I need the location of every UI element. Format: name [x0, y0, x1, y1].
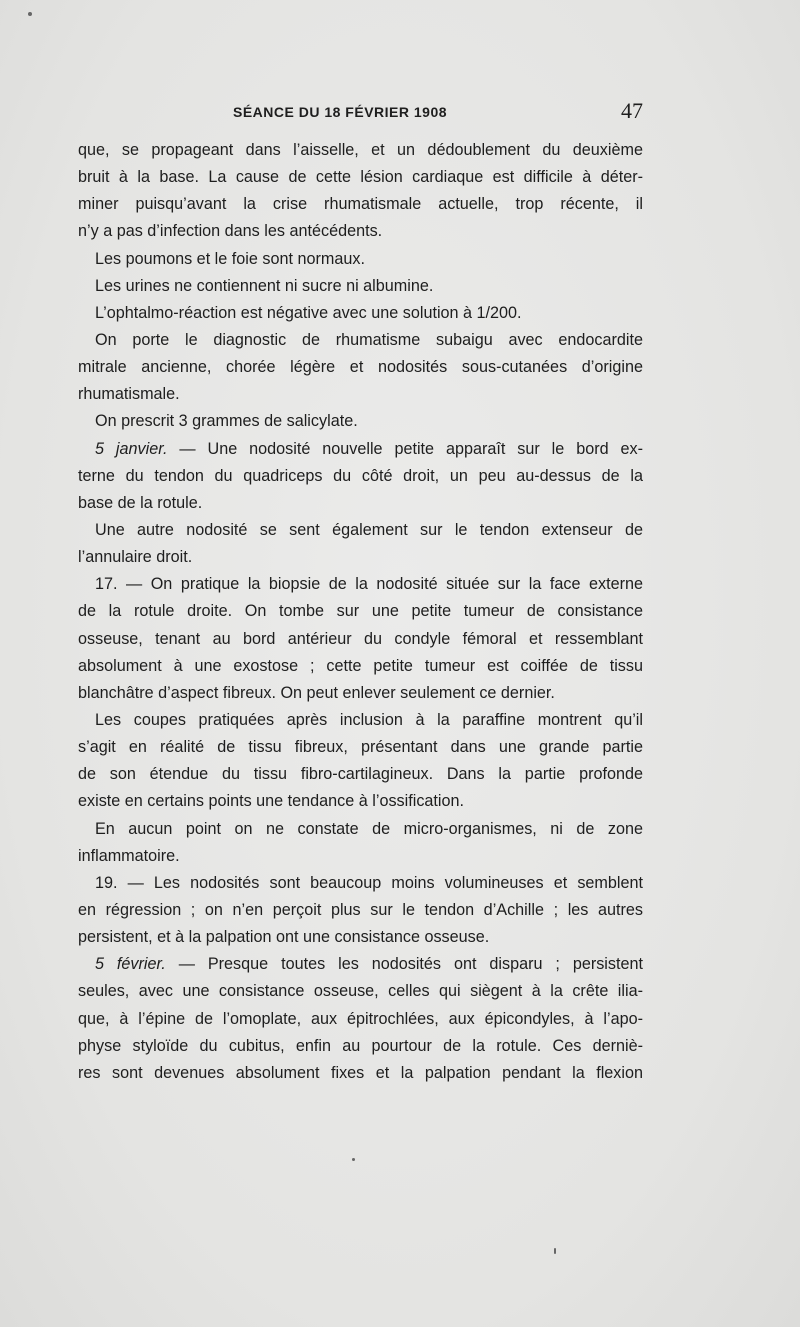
entry-text: — Une nodosité nouvelle petite apparaît sur le bord ex- [179, 439, 643, 458]
date-fevrier: 5 février. [95, 955, 166, 974]
text-line: de la rotule droite. On tombe sur une petite tumeur de consistance [78, 602, 643, 621]
text-line: que, à l’épine de l’omoplate, aux épitrochlées, aux épicondyles, à l’apo- [78, 1009, 643, 1028]
text-line: s’agit en réalité de tissu fibreux, présentant dans une grande partie [78, 738, 643, 757]
text-line: physe styloïde du cubitus, enfin au pourtour de la rotule. Ces derniè- [78, 1036, 643, 1055]
text-line: base de la rotule. [78, 493, 203, 512]
entry-text: — Presque toutes les nodosités ont disparu ; persistent [178, 955, 644, 974]
page-number: 47 [621, 98, 643, 123]
text-line: Les coupes pratiquées après inclusion à la paraffine montrent qu’il [95, 710, 643, 729]
text-line: inflammatoire. [78, 846, 180, 865]
text-line: blanchâtre d’aspect fibreux. On peut enlever seulement ce dernier. [78, 683, 555, 702]
text-line: mitrale ancienne, chorée légère et nodosités sous-cutanées d’origine [78, 358, 643, 377]
text-line: L’ophtalmo-réaction est négative avec une solution à 1/200. [95, 303, 522, 322]
date-janvier: 5 janvier. [95, 439, 168, 458]
running-head: SÉANCE DU 18 FÉVRIER 1908 [233, 104, 448, 120]
text-line: seules, avec une consistance osseuse, celles qui siègent à la crête ilia- [78, 982, 643, 1001]
text-line-dated [78, 436, 643, 463]
text-line: absolument à une exostose ; cette petite tumeur est coiffée de tissu [78, 656, 643, 675]
text-line: persistent, et à la palpation ont une consistance osseuse. [78, 928, 490, 947]
text-line: bruit à la base. La cause de cette lésion cardiaque est difficile à déter- [78, 168, 643, 187]
text-line: existe en certains points une tendance à l’ossification. [78, 792, 465, 811]
text-line: osseuse, tenant au bord antérieur du condyle fémoral et ressemblant [78, 629, 643, 648]
text-line: Les poumons et le foie sont normaux. [95, 249, 365, 268]
text-line: terne du tendon du quadriceps du côté droit, un peu au-dessus de la [78, 466, 643, 485]
paper-speck [352, 1158, 355, 1161]
paper-speck [554, 1248, 556, 1254]
text-line: l’annulaire droit. [78, 548, 193, 567]
text-line: Une autre nodosité se sent également sur le tendon extenseur de [95, 520, 643, 539]
text-line: res sont devenues absolument fixes et la palpation pendant la flexion [78, 1063, 643, 1082]
text-line: En aucun point on ne constate de micro-organismes, ni de zone [95, 819, 643, 838]
page-header [78, 98, 643, 126]
text-line: rhumatismale. [78, 385, 180, 404]
text-line: n’y a pas d’infection dans les antécédents. [78, 222, 383, 241]
text-line-dated [78, 951, 643, 978]
text-line: 17. — On pratique la biopsie de la nodosité située sur la face externe [95, 575, 643, 594]
text-line: que, se propageant dans l’aisselle, et un dédoublement du deuxième [78, 141, 643, 159]
text-line: miner puisqu’avant la crise rhumatismale actuelle, trop récente, il [78, 195, 643, 214]
text-line: On prescrit 3 grammes de salicylate. [95, 412, 358, 431]
paper-speck [28, 12, 32, 16]
text-line: 19. — Les nodosités sont beaucoup moins volumineuses et semblent [95, 873, 643, 892]
text-line: On porte le diagnostic de rhumatisme subaigu avec endocardite [95, 330, 643, 349]
body-text [78, 137, 643, 1087]
text-line: de son étendue du tissu fibro-cartilagineux. Dans la partie profonde [78, 765, 643, 784]
text-line: en régression ; on n’en perçoit plus sur le tendon d’Achille ; les autres [78, 900, 643, 919]
text-line: Les urines ne contiennent ni sucre ni albumine. [95, 276, 434, 295]
